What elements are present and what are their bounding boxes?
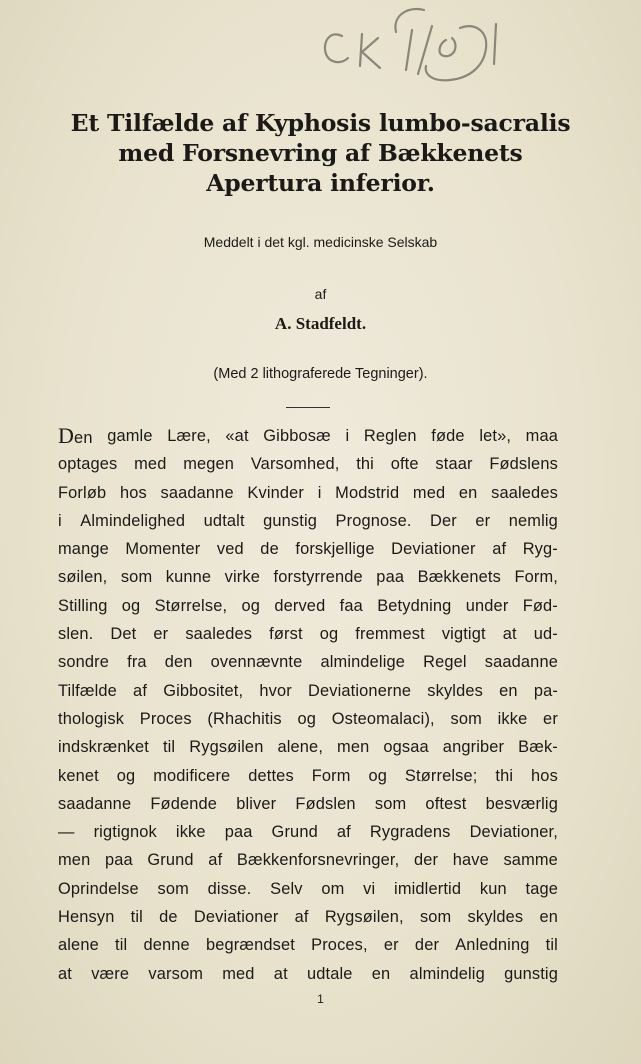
body-word: ofte — [390, 455, 419, 474]
body-word: under — [465, 596, 509, 615]
body-word: er — [543, 709, 558, 728]
body-word: Form, — [514, 568, 558, 587]
body-word: kenet — [58, 766, 99, 785]
body-word: varsom — [148, 964, 204, 983]
body-word: modificere — [153, 766, 231, 785]
body-line — [58, 790, 558, 818]
body-word: af — [336, 823, 351, 842]
body-line — [58, 903, 558, 931]
body-line — [58, 762, 558, 790]
body-word: og — [241, 596, 261, 615]
title-line: Apertura inferior. — [206, 169, 435, 197]
body-word: de — [159, 908, 178, 927]
body-word: Gibbosæ — [263, 427, 331, 445]
body-word: angriber — [442, 738, 505, 757]
body-word: i — [317, 483, 322, 502]
body-word: Rygradens — [369, 823, 451, 842]
page-number: 1 — [317, 992, 324, 1006]
body-word: er — [153, 625, 169, 644]
body-word: som — [450, 709, 482, 728]
body-word: slen. — [58, 625, 94, 644]
body-word: Regel — [423, 653, 467, 672]
body-word: forstyrrende — [273, 568, 363, 587]
body-word: med — [222, 964, 255, 983]
body-word: hvor — [259, 681, 292, 700]
body-word: staar — [435, 455, 473, 474]
body-word: Tilfælde — [58, 681, 117, 700]
body-word: Deviationer — [391, 540, 476, 559]
author-name: A. Stadfeldt. — [274, 314, 367, 333]
illustrations-note: (Med 2 lithograferede Tegninger). — [213, 366, 428, 382]
body-word: have — [452, 851, 489, 870]
communicated-line: Meddelt i det kgl. medicinske Selskab — [203, 234, 438, 250]
body-word: mange — [58, 540, 109, 559]
body-word: vigtigt — [441, 625, 486, 644]
body-line — [58, 479, 558, 507]
body-line — [58, 846, 558, 874]
body-word: optages — [58, 455, 118, 474]
body-word: i — [58, 511, 62, 530]
body-word: Rygsøilen — [189, 738, 264, 757]
body-word: Kvinder — [247, 483, 305, 502]
body-word: paa — [104, 851, 133, 870]
body-word: gunstig — [263, 511, 318, 530]
body-word: alene — [58, 936, 99, 955]
body-word: besværlig — [485, 794, 558, 813]
body-word: paa — [376, 568, 405, 587]
body-word: begrændset — [205, 936, 295, 955]
body-word: faa — [339, 596, 363, 615]
body-line — [58, 705, 558, 733]
body-line — [58, 875, 558, 903]
body-word: forskjellige — [295, 540, 375, 559]
body-word: og — [121, 596, 141, 615]
body-word: udtalt — [203, 511, 245, 530]
body-word: en — [371, 964, 391, 983]
body-word: i — [345, 427, 350, 445]
body-word: Grund — [271, 823, 318, 842]
body-word: Proces, — [311, 936, 368, 955]
body-word: nemlig — [508, 511, 558, 530]
body-word: Prognose. — [335, 511, 412, 530]
body-word: dettes — [248, 766, 294, 785]
body-word: tage — [525, 879, 558, 898]
body-word: alene, — [277, 738, 324, 757]
body-line — [58, 677, 558, 705]
body-word: Selv — [270, 879, 303, 898]
body-word: hos — [119, 483, 147, 502]
body-word: som — [157, 879, 189, 898]
body-line — [58, 818, 558, 846]
body-word: Størrelse, — [154, 596, 228, 615]
body-word: Hensyn — [58, 908, 115, 927]
body-word: thi — [356, 455, 374, 474]
body-word: Rygsøilen, — [324, 908, 404, 927]
body-word: Lære, — [167, 427, 211, 445]
body-word: almindelig — [409, 964, 485, 983]
body-word: Form — [311, 766, 351, 785]
body-word: ikke — [497, 709, 528, 728]
body-word: Fød- — [522, 596, 558, 615]
body-word: som — [374, 794, 407, 813]
body-word: samme — [503, 851, 558, 870]
body-line — [58, 450, 558, 478]
body-word: rigtignok — [93, 823, 157, 842]
body-word: er — [383, 936, 399, 955]
body-word: af — [492, 540, 507, 559]
body-word: Den — [58, 423, 93, 448]
body-word: saaledes — [491, 483, 558, 502]
body-word: Almindelighed — [80, 511, 186, 530]
af-line: af — [314, 286, 327, 302]
body-word: Deviationer — [193, 908, 279, 927]
body-word: til — [162, 738, 176, 757]
body-word: at — [502, 625, 517, 644]
body-word: med — [412, 483, 446, 502]
body-word: saadanne — [58, 794, 132, 813]
body-word: saadanne — [160, 483, 234, 502]
body-line — [58, 507, 558, 535]
body-word: Det — [110, 625, 137, 644]
body-word: som — [120, 568, 153, 587]
body-word: skyldes — [467, 908, 524, 927]
body-word: Deviationerne — [308, 681, 412, 700]
body-word: Osteomalaci), — [331, 709, 435, 728]
body-word: af — [133, 681, 148, 700]
body-word: Varsomhed, — [250, 455, 340, 474]
body-word: ikke — [175, 823, 206, 842]
body-word: Fødslens — [489, 455, 558, 474]
body-word: — — [58, 823, 75, 842]
body-text — [58, 422, 558, 988]
body-word: gamle — [107, 427, 153, 445]
body-word: og — [116, 766, 136, 785]
body-word: først — [269, 625, 303, 644]
body-word: føde — [431, 427, 465, 445]
body-word: indskrænket — [58, 738, 149, 757]
body-word: Grund — [147, 851, 194, 870]
body-word: saaledes — [185, 625, 253, 644]
body-word: og — [297, 709, 316, 728]
body-word: paa — [224, 823, 253, 842]
title-line: med Forsnevring af Bækkenets — [118, 139, 523, 167]
body-word: sondre — [58, 653, 110, 672]
body-word: at — [273, 964, 288, 983]
body-word: thologisk — [58, 709, 125, 728]
body-word: men — [337, 738, 370, 757]
body-line — [58, 563, 558, 591]
body-word: «at — [225, 427, 249, 445]
divider-rule — [286, 407, 330, 408]
body-word: Gibbositet, — [163, 681, 244, 700]
body-word: saadanne — [484, 653, 558, 672]
body-word: søilen, — [58, 568, 108, 587]
body-word: fra — [127, 653, 147, 672]
body-word: og — [368, 766, 387, 785]
body-word: gunstig — [504, 964, 558, 983]
body-line — [58, 620, 558, 648]
body-word: Der — [430, 511, 457, 530]
body-word: om — [321, 879, 345, 898]
body-word: der — [413, 851, 439, 870]
body-word: imidlertid — [394, 879, 462, 898]
body-word: Proces — [139, 709, 192, 728]
body-word: (Rhachitis — [207, 709, 282, 728]
body-word: er — [475, 511, 491, 530]
body-line — [58, 592, 558, 620]
body-word: Bæk- — [518, 738, 558, 757]
body-line — [58, 733, 558, 761]
body-word: men — [58, 851, 91, 870]
body-word: Momenter — [125, 540, 201, 559]
body-word: Ryg- — [522, 540, 558, 559]
body-word: hos — [531, 766, 558, 785]
body-word: fremmest — [355, 625, 425, 644]
body-word: let», — [479, 427, 512, 445]
body-word: til — [545, 936, 558, 955]
body-line — [58, 931, 558, 959]
body-word: Stilling — [58, 596, 108, 615]
body-word: maa — [525, 427, 558, 445]
body-word: en — [458, 483, 478, 502]
title-line: Et Tilfælde af Kyphosis lumbo-sacralis — [70, 109, 571, 137]
body-word: være — [91, 964, 130, 983]
body-word: af — [208, 851, 223, 870]
body-word: Anledning — [455, 936, 530, 955]
body-line — [58, 422, 558, 450]
body-word: til — [115, 936, 128, 955]
body-word: ovennævnte — [210, 653, 303, 672]
body-word: der — [414, 936, 440, 955]
body-word: kun — [479, 879, 507, 898]
body-word: virke — [224, 568, 261, 587]
body-word: udtale — [307, 964, 353, 983]
handwritten-annotation — [300, 4, 530, 94]
body-word: med — [134, 455, 167, 474]
body-word: Oprindelse — [58, 879, 139, 898]
body-word: Betydning — [377, 596, 452, 615]
body-word: og — [319, 625, 339, 644]
body-word: skyldes — [427, 681, 483, 700]
body-word: de — [260, 540, 279, 559]
body-word: kunne — [165, 568, 212, 587]
body-word: denne — [143, 936, 190, 955]
body-word: oftest — [425, 794, 467, 813]
body-word: bliver — [236, 794, 277, 813]
initial-letter: D — [58, 423, 75, 448]
document-title — [0, 108, 641, 198]
body-line — [58, 535, 558, 563]
body-line — [58, 648, 558, 676]
body-word: at — [58, 964, 72, 983]
body-line — [58, 960, 558, 988]
body-word: Størrelse; — [404, 766, 478, 785]
body-word: ud- — [533, 625, 558, 644]
body-word: en — [539, 908, 558, 927]
body-word: Fødslen — [295, 794, 356, 813]
body-word: Bækkenets — [417, 568, 501, 587]
body-word: thi — [495, 766, 514, 785]
body-word: ved — [216, 540, 244, 559]
body-word: en — [499, 681, 518, 700]
body-word: af — [294, 908, 309, 927]
body-word: pa- — [533, 681, 558, 700]
body-word: megen — [183, 455, 235, 474]
body-word: ogsaa — [383, 738, 429, 757]
body-word: Deviationer, — [469, 823, 558, 842]
body-word: Bækkenforsnevringer, — [236, 851, 400, 870]
body-word: Modstrid — [335, 483, 400, 502]
body-word: Reglen — [363, 427, 417, 445]
body-word: den — [164, 653, 193, 672]
body-word: til — [130, 908, 143, 927]
body-word: disse. — [207, 879, 252, 898]
body-word: Fødende — [150, 794, 218, 813]
body-word: vi — [363, 879, 376, 898]
body-word: almindelige — [320, 653, 406, 672]
body-word: Forløb — [58, 483, 107, 502]
body-word: som — [419, 908, 452, 927]
body-word: derved — [274, 596, 326, 615]
